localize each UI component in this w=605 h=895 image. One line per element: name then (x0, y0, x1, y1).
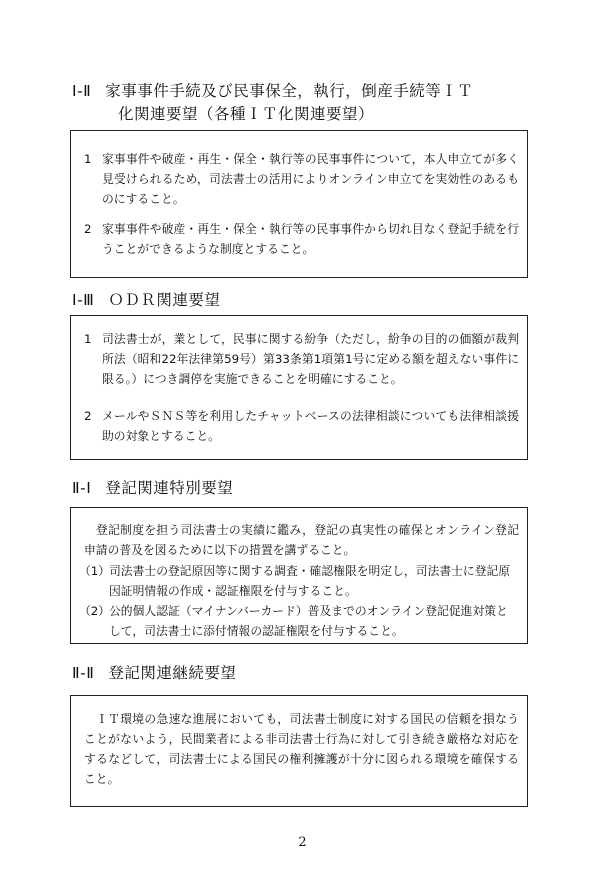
page-number: 2 (298, 835, 307, 850)
section-title: 登記関連特別要望 (105, 479, 234, 497)
item-number: 2 (84, 409, 92, 423)
item-text: 家事事件や破産・再生・保全・執行等の民事事件について，本人申立てが多く見受けられるため，司法書士の活用によりオンライン申立てを実効性のあるものにすること。 (102, 152, 519, 206)
section-heading (72, 662, 236, 685)
section-heading (72, 289, 220, 312)
item-number: 2 (84, 222, 92, 236)
sub-item (79, 601, 519, 641)
item-text: 家事事件や破産・再生・保全・執行等の民事事件から切れ目なく登記手続を行うことができるような制度とすること。 (102, 222, 519, 256)
section-box (70, 695, 528, 807)
section-number: Ⅰ-Ⅱ (72, 82, 92, 100)
list-item (84, 329, 519, 389)
item-text: メールやＳＮＳ等を利用したチャットベースの法律相談についても法律相談援助の対象とすること。 (102, 409, 519, 443)
section-title: ＯＤＲ関連要望 (108, 291, 221, 309)
sub-item-number: （1） (79, 564, 111, 578)
sub-item (79, 561, 519, 601)
item-number: 1 (84, 152, 92, 166)
section-heading (72, 80, 473, 103)
section-box (70, 130, 528, 278)
section-heading (72, 477, 233, 500)
body-paragraph: ＩＴ環境の急速な進展においても，司法書士制度に対する国民の信頼を損なうことがないよう，民間業者による非司法書士行為に対して引き続き厳格な対応をするなどして，司法書士による国民の権利擁護が十分に図られる環境を確保すること。 (84, 712, 519, 786)
section-number: Ⅱ-Ⅰ (72, 479, 92, 497)
list-item (84, 406, 519, 446)
section-title: 登記関連継続要望 (108, 664, 237, 682)
sub-item-text: 公的個人認証（マイナンバーカード）普及までのオンライン登記促進対策として，司法書士に添付情報の認証権限を付与すること。 (109, 604, 508, 638)
section-box (70, 507, 528, 644)
sub-item-text: 司法書士の登記原因等に関する調査・確認権限を明定し，司法書士に登記原因証明情報の作成・認証権限を付与すること。 (109, 564, 511, 598)
section-title: 家事事件手続及び民事保全，執行，倒産手続等ＩＴ (105, 82, 474, 100)
section-title-continued: 化関連要望（各種ＩＴ化関連要望） (118, 105, 375, 123)
section-number: Ⅰ-Ⅲ (72, 291, 95, 309)
list-item (84, 149, 519, 209)
list-item (84, 219, 519, 259)
item-number: 1 (84, 332, 92, 346)
item-text: 司法書士が，業として，民事に関する紛争（ただし，紛争の目的の価額が裁判所法（昭和22年法律第59号）第33条第1項第1号に定める額を超えない事件に限る。）につき調停を実施できることを明確にすること。 (102, 332, 519, 386)
sub-item-number: （2） (79, 604, 111, 618)
intro-paragraph: 登記制度を担う司法書士の実績に鑑み，登記の真実性の確保とオンライン登記申請の普及を図るために以下の措置を講ずること。 (84, 523, 519, 557)
section-box (70, 315, 528, 460)
section-heading-continued (118, 103, 374, 126)
section-number: Ⅱ-Ⅱ (72, 664, 95, 682)
